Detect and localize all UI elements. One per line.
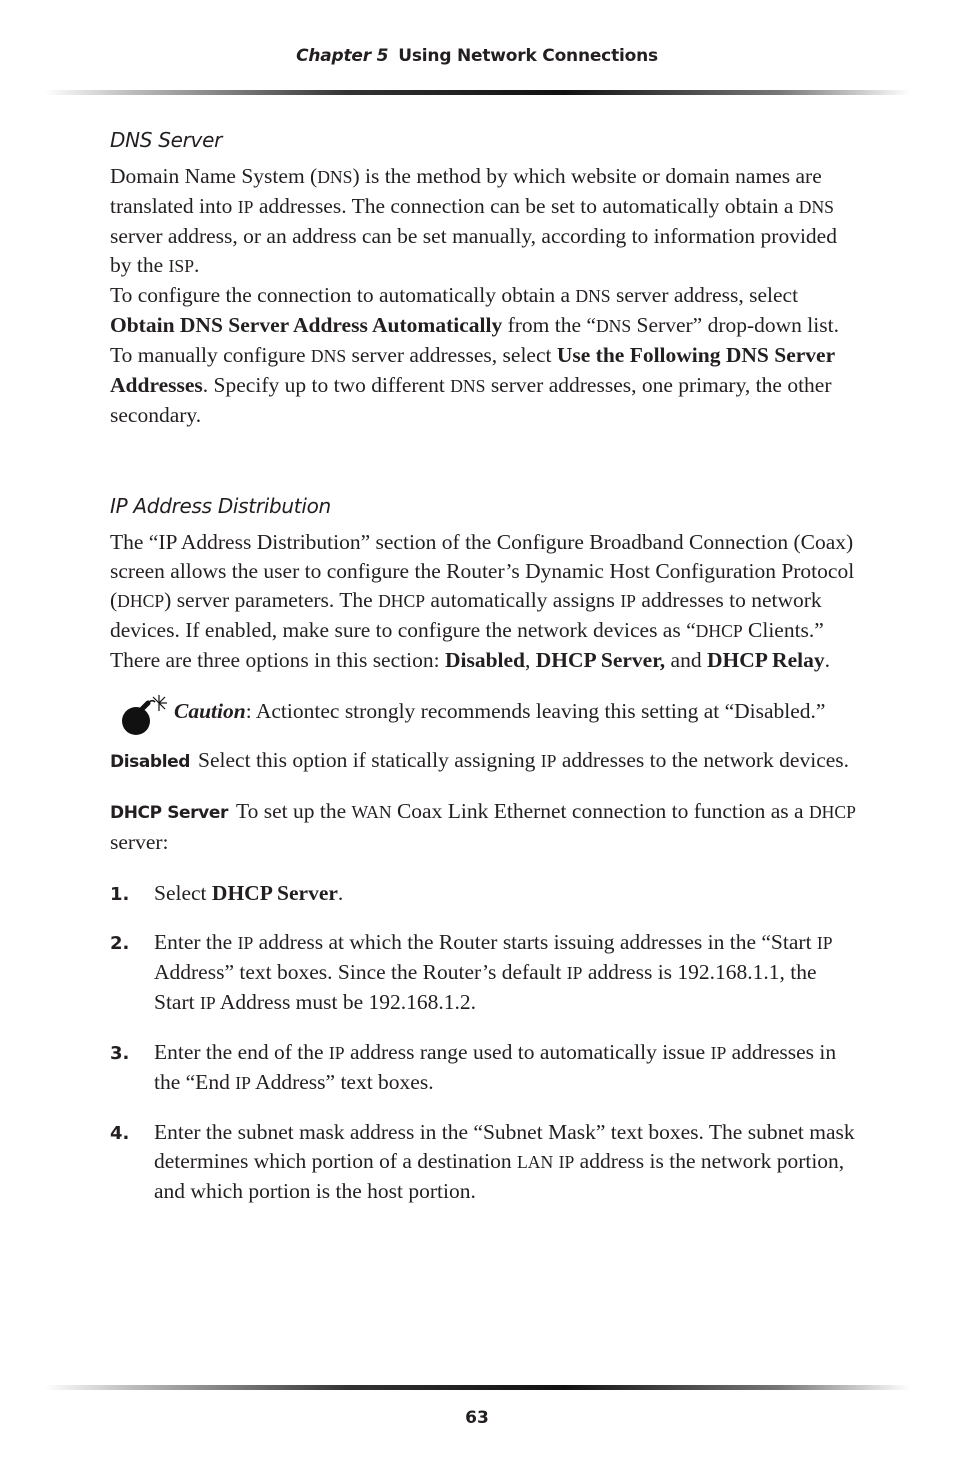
list-item: 4. Enter the subnet mask address in the “Subnet Mask” text boxes. The subnet mask determines which portion of a destination LAN IP address is the network portion, and which portion is the host portion. (110, 1120, 855, 1203)
dns-server-heading: DNS Server (110, 128, 223, 152)
dhcp-server-lead: DHCP Server (110, 803, 228, 823)
caution-text: : Actiontec strongly recommends leaving this setting at “Disabled.” (245, 699, 826, 723)
footer-rule (44, 1385, 910, 1390)
ip-address-distribution-heading: IP Address Distribution (110, 494, 331, 518)
dhcp-steps-list (110, 879, 862, 1206)
list-item: 1. Select DHCP Server. (110, 881, 344, 905)
dns-paragraph-1: Domain Name System (DNS) is the method by which website or domain names are translated into IP addresses. The connection can be set to automatically obtain a DNS server address, or an address can be set manually, according to information provided by the ISP. (110, 164, 837, 277)
dhcp-server-option: DHCP Server To set up the WAN Coax Link Ethernet connection to function as a DHCP server: (110, 799, 856, 854)
ip-distribution-paragraph: The “IP Address Distribution” section of the Configure Broadband Connection (Coax) screen allows the user to configure the Router’s Dynamic Host Configuration Protocol (DHCP) server parameters. The DHCP automatically assigns IP addresses to network devices. If enabled, make sure to configure the network devices as “DHCP Clients.” There are three options in this section: Disabled, DHCP Server, and DHCP Relay. (110, 530, 855, 672)
caution-title: Caution (174, 699, 246, 723)
page-header (0, 46, 954, 66)
chapter-title: Using Network Connections (398, 46, 658, 66)
chapter-label: Chapter 5 (296, 46, 389, 66)
list-item: 2. Enter the IP address at which the Router starts issuing addresses in the “Start IP Address” text boxes. Since the Router’s default IP address is 192.168.1.1, the Start IP Address must be 192.168.1.2. (110, 930, 833, 1014)
bomb-icon (114, 693, 174, 739)
page-body (110, 128, 862, 1226)
page-number: 63 (465, 1408, 489, 1428)
caution-note (110, 697, 862, 726)
dns-paragraph-2: To configure the connection to automatically obtain a DNS server address, select Obtain DNS Server Address Automatically from the “DNS Server” drop-down list. To manually configure DNS server addresses, select Use the Following DNS Server Addresses. Specify up to two different DNS server addresses, one primary, the other secondary. (110, 283, 839, 427)
list-item: 3. Enter the end of the IP address range used to automatically issue IP addresses in the “End IP Address” text boxes. (110, 1040, 837, 1094)
header-rule (44, 90, 910, 95)
disabled-lead: Disabled (110, 752, 191, 772)
disabled-option: Disabled Select this option if statically assigning IP addresses to the network devices. (110, 748, 850, 772)
